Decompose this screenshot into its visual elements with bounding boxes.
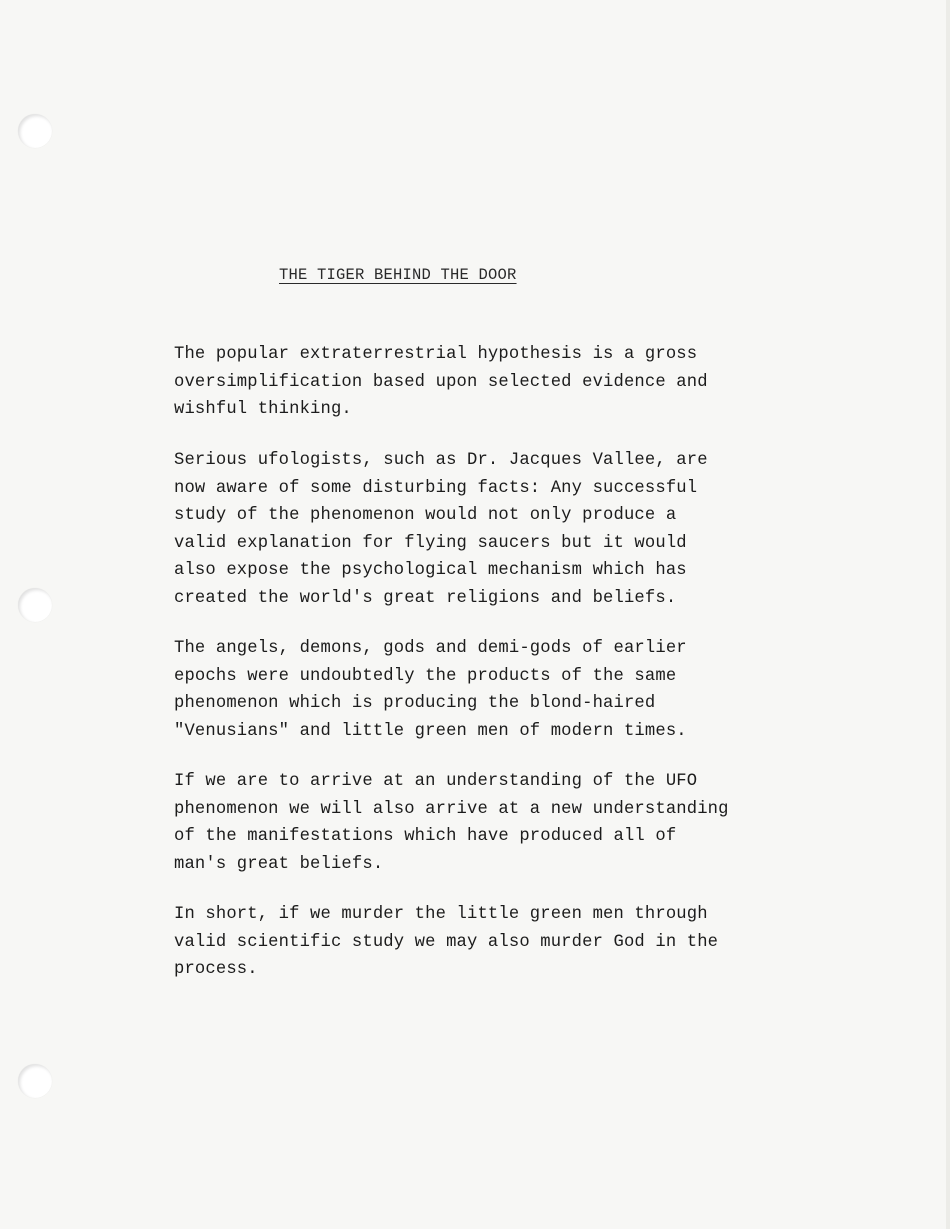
- paragraph-2: Serious ufologists, such as Dr. Jacques Vallee, are now aware of some disturbing facts: Any successful study of the phenomenon would not only produce a valid explanation for flying saucers but it would also expose the psychological mechanism which has created the world's great religions and beliefs.: [174, 451, 708, 608]
- paragraph-4: If we are to arrive at an understanding of the UFO phenomenon we will also arrive at a new understanding of the manifestations which have produced all of man's great beliefs.: [174, 772, 729, 874]
- binder-punch-hole-bottom: [18, 1064, 52, 1098]
- paragraph-5: In short, if we murder the little green men through valid scientific study we may also murder God in the process.: [174, 905, 719, 980]
- page-title: THE TIGER BEHIND THE DOOR: [279, 266, 517, 284]
- paragraph-3: The angels, demons, gods and demi-gods of earlier epochs were undoubtedly the products of the same phenomenon which is producing the blond-haired "Venusians" and little green men of modern times.: [174, 639, 687, 741]
- paragraph-1: The popular extraterrestrial hypothesis is a gross oversimplification based upon selected evidence and wishful thinking.: [174, 345, 708, 420]
- binder-punch-hole-middle: [18, 588, 52, 622]
- binder-punch-hole-top: [18, 114, 52, 148]
